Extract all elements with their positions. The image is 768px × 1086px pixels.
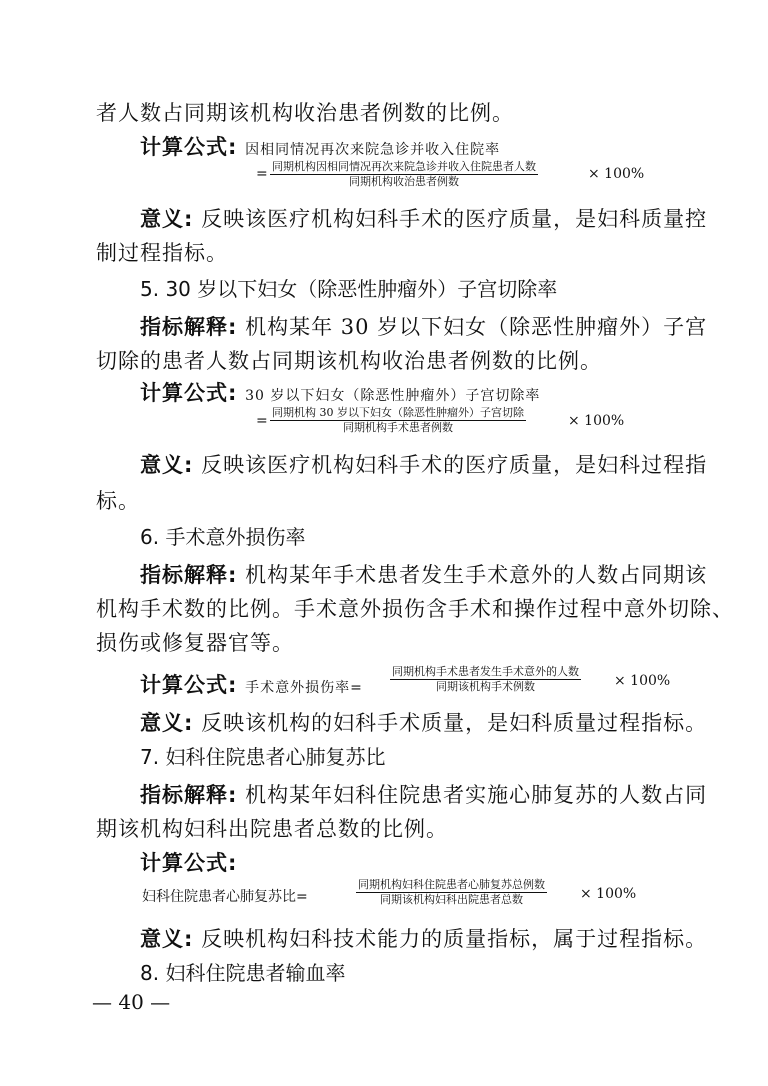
definition-text-cont: 切除的患者人数占同期该机构收治患者例数的比例。 [96,349,602,373]
formula-name: 妇科住院患者心肺复苏比= [142,889,308,905]
fraction-numerator: 同期机构 30 岁以下妇女（除恶性肿瘤外）子宫切除 [272,406,524,419]
multiplier: × 100% [568,413,625,429]
fraction-denominator: 同期该机构手术例数 [436,680,535,693]
meaning-text: 反映该医疗机构妇科手术的医疗质量，是妇科质量控 [201,207,708,231]
multiplier: × 100% [614,673,671,689]
meaning-text: 反映该医疗机构妇科手术的医疗质量，是妇科过程指 [201,453,708,477]
definition-7 [140,780,707,810]
fraction-numerator: 同期机构手术患者发生手术意外的人数 [392,665,579,678]
formula-label: 计算公式: [140,135,238,159]
fraction-4 [270,160,538,189]
definition-text: 机构某年妇科住院患者实施心肺复苏的人数占同 [245,783,708,807]
equals-sign: = [256,166,268,182]
formula-label-7 [140,848,237,878]
definition-text: 机构某年 30 岁以下妇女（除恶性肿瘤外）子宫 [245,315,708,339]
definition-text-cont: 机构手术数的比例。手术意外损伤含手术和操作过程中意外切除、 [96,597,734,621]
meaning-text-cont: 标。 [96,489,140,513]
definition-label: 指标解释: [140,563,238,587]
multiplier: × 100% [588,166,645,182]
meaning-block-5 [140,450,707,480]
meaning-text-cont: 制过程指标。 [96,241,228,265]
equals-sign: = [256,413,268,429]
section-title-8: 8. 妇科住院患者输血率 [140,961,346,985]
formula-block-6 [140,670,363,703]
meaning-block-4 [140,204,707,234]
definition-text: 机构某年手术患者发生手术意外的人数占同期该 [245,563,708,587]
definition-6 [140,560,707,590]
fraction-5 [270,406,526,435]
page-number: — 40 — [92,990,171,1014]
fraction-denominator: 同期机构手术患者例数 [343,421,453,434]
fraction-denominator: 同期该机构妇科出院患者总数 [380,893,523,906]
formula-name: 因相同情况再次来院急诊并收入住院率 [245,142,501,158]
meaning-label: 意义: [140,927,194,951]
meaning-text: 反映该机构的妇科手术质量，是妇科质量过程指标。 [201,711,708,735]
definition-text-cont: 损伤或修复器官等。 [96,631,294,655]
fraction-numerator: 同期机构妇科住院患者心肺复苏总例数 [358,878,545,891]
meaning-label: 意义: [140,207,194,231]
definition-text-cont: 期该机构妇科出院患者总数的比例。 [96,817,448,841]
fraction-6 [390,665,581,694]
meaning-block-6 [140,708,707,738]
multiplier: × 100% [580,886,637,902]
formula-name: 30 岁以下妇女（除恶性肿瘤外）子宫切除率 [245,388,541,404]
section-title-5: 5. 30 岁以下妇女（除恶性肿瘤外）子宫切除率 [140,277,558,301]
formula-label: 计算公式: [140,381,238,405]
paragraph-continuation: 者人数占同期该机构收治患者例数的比例。 [96,101,514,125]
meaning-block-7 [140,924,707,954]
section-title-6: 6. 手术意外损伤率 [140,525,306,549]
formula-label: 计算公式: [140,851,238,875]
meaning-label: 意义: [140,711,194,735]
definition-label: 指标解释: [140,783,238,807]
definition-5 [140,312,707,342]
fraction-numerator: 同期机构因相同情况再次来院急诊并收入住院患者人数 [272,160,536,173]
meaning-text: 反映机构妇科技术能力的质量指标，属于过程指标。 [201,927,708,951]
section-title-7: 7. 妇科住院患者心肺复苏比 [140,745,386,769]
fraction-7 [356,878,547,907]
definition-label: 指标解释: [140,315,238,339]
fraction-denominator: 同期机构收治患者例数 [349,175,459,188]
meaning-label: 意义: [140,453,194,477]
formula-name: 手术意外损伤率= [245,680,363,696]
formula-label: 计算公式: [140,673,238,697]
